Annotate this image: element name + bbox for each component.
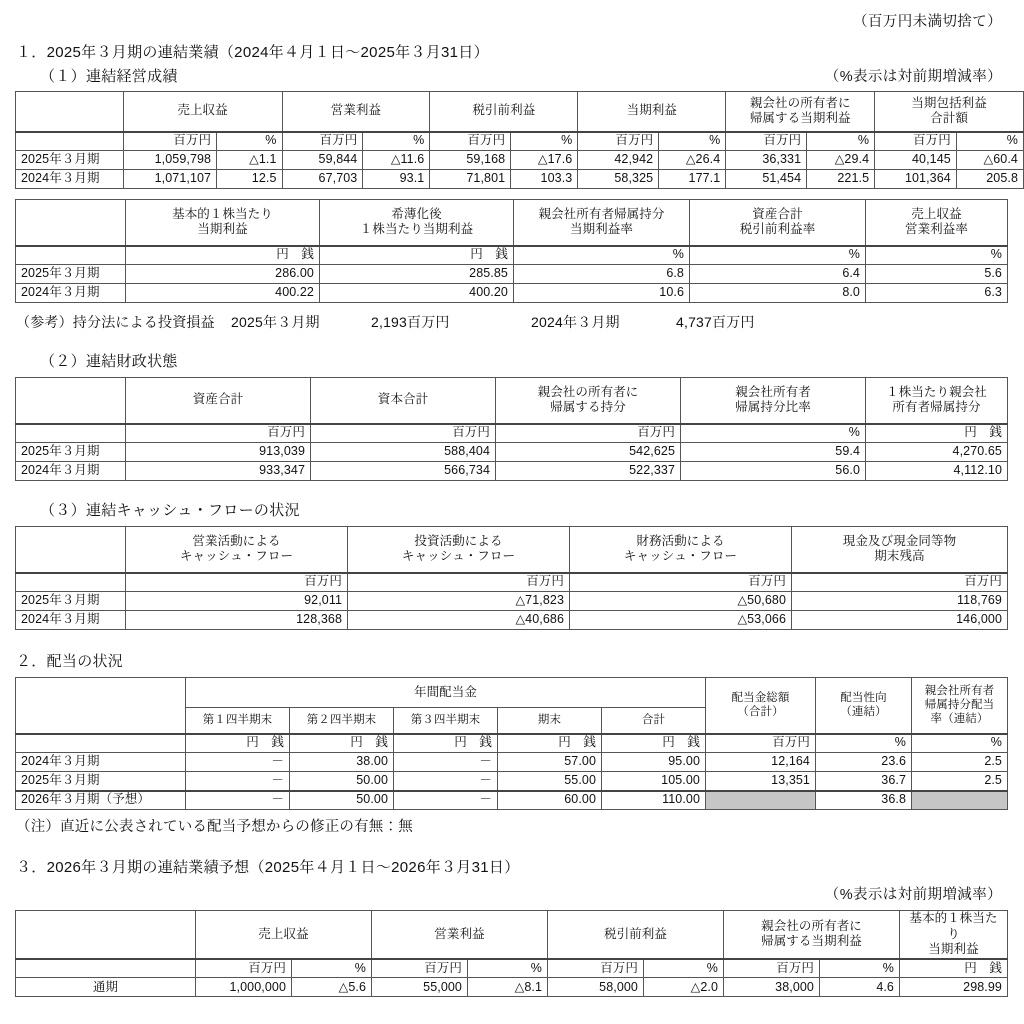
group-header-annual-dividend: 年間配当金	[186, 678, 706, 708]
column-header: 資産合計 税引前利益率	[690, 200, 866, 246]
data-cell: －	[186, 753, 290, 772]
unit-row-label	[16, 573, 126, 592]
unit-cell: 百万円	[875, 132, 957, 151]
cash-flow-table	[15, 526, 1008, 630]
unit-cell: 百万円	[570, 573, 792, 592]
data-cell: △60.4	[956, 151, 1023, 170]
data-cell: 93.1	[363, 170, 430, 189]
data-cell: －	[394, 772, 498, 791]
table-row	[16, 443, 1008, 462]
column-header: 営業活動による キャッシュ・フロー	[126, 527, 348, 573]
corner-cell	[16, 200, 126, 246]
data-cell: 58,000	[548, 978, 644, 997]
column-header: 営業利益	[282, 92, 430, 132]
table-row	[16, 611, 1008, 630]
unit-cell: 円 銭	[290, 734, 394, 753]
unit-cell: %	[956, 132, 1023, 151]
data-cell: 286.00	[126, 265, 320, 284]
data-cell: 400.22	[126, 284, 320, 303]
unit-cell: 円 銭	[320, 246, 514, 265]
unit-row-label	[16, 734, 186, 753]
unit-cell: %	[292, 959, 372, 978]
data-cell: 40,145	[875, 151, 957, 170]
unit-cell: 円 銭	[186, 734, 290, 753]
table-header-row	[16, 911, 1008, 959]
reference-value-1: 2,193百万円	[371, 314, 450, 330]
corner-cell	[16, 92, 124, 132]
column-header: 資本合計	[311, 378, 496, 424]
data-cell: 57.00	[498, 753, 602, 772]
financial-position-table	[15, 377, 1008, 481]
quarter-header: 合計	[602, 708, 706, 734]
unit-row	[16, 424, 1008, 443]
data-cell: 6.4	[690, 265, 866, 284]
data-cell: 4.6	[820, 978, 900, 997]
column-header: 親会社所有者 帰属持分比率	[681, 378, 866, 424]
data-cell: 51,454	[726, 170, 807, 189]
unit-cell: 百万円	[372, 959, 468, 978]
data-cell: △5.6	[292, 978, 372, 997]
unit-cell: %	[820, 959, 900, 978]
data-cell: 2.5	[912, 753, 1008, 772]
data-cell: －	[394, 791, 498, 810]
data-cell: 1,000,000	[196, 978, 292, 997]
data-cell: 128,368	[126, 611, 348, 630]
data-cell: 13,351	[706, 772, 816, 791]
section1-sub3-heading: （３）連結キャッシュ・フローの状況	[40, 502, 300, 519]
quarter-header: 第２四半期末	[290, 708, 394, 734]
data-cell: 6.8	[514, 265, 690, 284]
data-cell: 205.8	[956, 170, 1023, 189]
per-share-ratios-table	[15, 199, 1008, 303]
column-header: 売上収益	[123, 92, 282, 132]
data-cell: 4,270.65	[866, 443, 1008, 462]
unit-cell: %	[807, 132, 875, 151]
data-cell	[706, 791, 816, 810]
section1-sub1-heading: （１）連結経営成績	[40, 68, 178, 85]
row-label: 通期	[16, 978, 196, 997]
data-cell: 59,168	[430, 151, 511, 170]
unit-cell: %	[681, 424, 866, 443]
section1-sub1-note: （%表示は対前期増減率）	[824, 69, 1002, 85]
data-cell: －	[186, 791, 290, 810]
unit-cell: %	[511, 132, 578, 151]
unit-cell: 百万円	[724, 959, 820, 978]
data-cell: －	[394, 753, 498, 772]
data-cell: △50,680	[570, 592, 792, 611]
column-header: 投資活動による キャッシュ・フロー	[348, 527, 570, 573]
column-header: 希薄化後 １株当たり当期利益	[320, 200, 514, 246]
corner-cell	[16, 911, 196, 959]
unit-row	[16, 132, 1024, 151]
row-label: 2026年３月期（予想）	[16, 791, 186, 810]
unit-row	[16, 573, 1008, 592]
data-cell: 95.00	[602, 753, 706, 772]
data-cell: 2.5	[912, 772, 1008, 791]
dividend-note: （注）直近に公表されている配当予想からの修正の有無：無	[16, 819, 413, 835]
column-header: 配当金総額 （合計）	[706, 678, 816, 734]
unit-cell: 百万円	[123, 132, 217, 151]
quarter-header: 期末	[498, 708, 602, 734]
reference-value-2: 4,737百万円	[676, 314, 755, 330]
reference-period-2: 2024年３月期	[531, 314, 620, 330]
data-cell: 110.00	[602, 791, 706, 810]
unit-cell: %	[644, 959, 724, 978]
column-header: 基本的１株当たり 当期利益	[126, 200, 320, 246]
unit-cell: %	[514, 246, 690, 265]
column-header: 税引前利益	[430, 92, 578, 132]
data-cell: 56.0	[681, 462, 866, 481]
data-cell: 105.00	[602, 772, 706, 791]
unit-cell: 円 銭	[394, 734, 498, 753]
data-cell: 177.1	[659, 170, 726, 189]
data-cell: △53,066	[570, 611, 792, 630]
unit-row	[16, 734, 1008, 753]
reference-label: （参考）持分法による投資損益	[16, 314, 215, 330]
data-cell: 1,071,107	[123, 170, 217, 189]
unit-row-label	[16, 959, 196, 978]
unit-cell: 百万円	[430, 132, 511, 151]
unit-cell: 百万円	[496, 424, 681, 443]
table-header-row	[16, 200, 1008, 246]
data-cell: 6.3	[866, 284, 1008, 303]
section1-heading: １．2025年３月期の連結業績（2024年４月１日～2025年３月31日）	[16, 44, 489, 61]
unit-row-label	[16, 424, 126, 443]
data-cell: △26.4	[659, 151, 726, 170]
column-header: 当期包括利益 合計額	[875, 92, 1024, 132]
data-cell: 12,164	[706, 753, 816, 772]
data-cell: 67,703	[282, 170, 363, 189]
row-label: 2024年３月期	[16, 753, 186, 772]
data-cell: 4,112.10	[866, 462, 1008, 481]
column-header: 売上収益 営業利益率	[866, 200, 1008, 246]
data-cell: 566,734	[311, 462, 496, 481]
data-cell: 522,337	[496, 462, 681, 481]
unit-cell: %	[912, 734, 1008, 753]
data-cell: 10.6	[514, 284, 690, 303]
data-cell: △2.0	[644, 978, 724, 997]
corner-cell	[16, 678, 186, 734]
unit-cell: 百万円	[706, 734, 816, 753]
table-row	[16, 265, 1008, 284]
column-header: 基本的１株当たり 当期利益	[900, 911, 1008, 959]
data-cell: 59.4	[681, 443, 866, 462]
column-header: 親会社所有者 帰属持分配当 率（連結）	[912, 678, 1008, 734]
data-cell: △8.1	[468, 978, 548, 997]
row-label: 2025年３月期	[16, 772, 186, 791]
row-label: 2024年３月期	[16, 170, 124, 189]
data-cell: 55,000	[372, 978, 468, 997]
data-cell: △17.6	[511, 151, 578, 170]
data-cell: 71,801	[430, 170, 511, 189]
data-cell: △71,823	[348, 592, 570, 611]
row-label: 2024年３月期	[16, 284, 126, 303]
row-label: 2024年３月期	[16, 462, 126, 481]
column-header: 親会社所有者帰属持分 当期利益率	[514, 200, 690, 246]
column-header: 配当性向 （連結）	[816, 678, 912, 734]
data-cell: 36.8	[816, 791, 912, 810]
column-header: 親会社の所有者に 帰属する当期利益	[726, 92, 875, 132]
unit-row-label	[16, 132, 124, 151]
column-header: 現金及び現金同等物 期末残高	[792, 527, 1008, 573]
table-row	[16, 753, 1008, 772]
rounding-note: （百万円未満切捨て）	[853, 14, 1002, 30]
data-cell: 59,844	[282, 151, 363, 170]
table-row	[16, 284, 1008, 303]
section1-sub2-heading: （２）連結財政状態	[40, 353, 178, 370]
table-row	[16, 462, 1008, 481]
data-cell: △1.1	[217, 151, 282, 170]
row-label: 2024年３月期	[16, 611, 126, 630]
column-header: 当期利益	[578, 92, 726, 132]
quarter-header: 第１四半期末	[186, 708, 290, 734]
column-header: 資産合計	[126, 378, 311, 424]
data-cell: 118,769	[792, 592, 1008, 611]
table-row	[16, 151, 1024, 170]
unit-cell: 百万円	[126, 573, 348, 592]
data-cell: 58,325	[578, 170, 659, 189]
corner-cell	[16, 378, 126, 424]
data-cell: 588,404	[311, 443, 496, 462]
unit-cell: 百万円	[282, 132, 363, 151]
row-label: 2025年３月期	[16, 265, 126, 284]
consolidated-results-table	[15, 91, 1024, 189]
quarter-header: 第３四半期末	[394, 708, 498, 734]
data-cell: 221.5	[807, 170, 875, 189]
unit-cell: 百万円	[126, 424, 311, 443]
unit-cell: 円 銭	[126, 246, 320, 265]
data-cell: △29.4	[807, 151, 875, 170]
unit-cell: %	[363, 132, 430, 151]
data-cell: 50.00	[290, 791, 394, 810]
unit-cell: 百万円	[792, 573, 1008, 592]
unit-cell: %	[866, 246, 1008, 265]
column-header: 親会社の所有者に 帰属する持分	[496, 378, 681, 424]
column-header: 税引前利益	[548, 911, 724, 959]
data-cell: 933,347	[126, 462, 311, 481]
forecast-table	[15, 910, 1008, 997]
unit-cell: 百万円	[726, 132, 807, 151]
column-header: 営業利益	[372, 911, 548, 959]
data-cell: 5.6	[866, 265, 1008, 284]
table-header-row	[16, 92, 1024, 132]
data-cell: 103.3	[511, 170, 578, 189]
data-cell: 12.5	[217, 170, 282, 189]
data-cell: 146,000	[792, 611, 1008, 630]
data-cell: 36,331	[726, 151, 807, 170]
unit-cell: %	[217, 132, 282, 151]
unit-cell: 百万円	[548, 959, 644, 978]
data-cell: 38,000	[724, 978, 820, 997]
table-row	[16, 791, 1008, 810]
data-cell: 36.7	[816, 772, 912, 791]
unit-row	[16, 246, 1008, 265]
data-cell: 55.00	[498, 772, 602, 791]
data-cell: 60.00	[498, 791, 602, 810]
unit-cell: %	[659, 132, 726, 151]
table-row	[16, 170, 1024, 189]
data-cell: 285.85	[320, 265, 514, 284]
table-header-row	[16, 527, 1008, 573]
unit-row-label	[16, 246, 126, 265]
data-cell: △40,686	[348, 611, 570, 630]
unit-cell: 百万円	[578, 132, 659, 151]
data-cell: 42,942	[578, 151, 659, 170]
row-label: 2025年３月期	[16, 443, 126, 462]
unit-cell: %	[816, 734, 912, 753]
unit-row	[16, 959, 1008, 978]
unit-cell: %	[468, 959, 548, 978]
table-header-row	[16, 678, 1008, 708]
dividends-table	[15, 677, 1008, 810]
data-cell	[912, 791, 1008, 810]
data-cell: －	[186, 772, 290, 791]
unit-cell: 円 銭	[866, 424, 1008, 443]
data-cell: 50.00	[290, 772, 394, 791]
table-row	[16, 592, 1008, 611]
unit-cell: 円 銭	[498, 734, 602, 753]
data-cell: 38.00	[290, 753, 394, 772]
unit-cell: %	[690, 246, 866, 265]
row-label: 2025年３月期	[16, 592, 126, 611]
table-row	[16, 772, 1008, 791]
section3-heading: ３．2026年３月期の連結業績予想（2025年４月１日～2026年３月31日）	[16, 859, 520, 876]
row-label: 2025年３月期	[16, 151, 124, 170]
reference-period-1: 2025年３月期	[231, 314, 320, 330]
column-header: １株当たり親会社 所有者帰属持分	[866, 378, 1008, 424]
data-cell: 92,011	[126, 592, 348, 611]
column-header: 財務活動による キャッシュ・フロー	[570, 527, 792, 573]
table-header-row	[16, 378, 1008, 424]
corner-cell	[16, 527, 126, 573]
data-cell: 101,364	[875, 170, 957, 189]
unit-cell: 百万円	[311, 424, 496, 443]
unit-cell: 百万円	[196, 959, 292, 978]
table-row	[16, 978, 1008, 997]
data-cell: △11.6	[363, 151, 430, 170]
data-cell: 8.0	[690, 284, 866, 303]
unit-cell: 百万円	[348, 573, 570, 592]
column-header: 親会社の所有者に 帰属する当期利益	[724, 911, 900, 959]
unit-cell: 円 銭	[900, 959, 1008, 978]
data-cell: 913,039	[126, 443, 311, 462]
data-cell: 1,059,798	[123, 151, 217, 170]
section2-heading: ２．配当の状況	[16, 653, 124, 670]
data-cell: 298.99	[900, 978, 1008, 997]
section3-note: （%表示は対前期増減率）	[824, 887, 1002, 903]
data-cell: 400.20	[320, 284, 514, 303]
equity-method-reference-line	[0, 312, 1024, 332]
unit-cell: 円 銭	[602, 734, 706, 753]
data-cell: 23.6	[816, 753, 912, 772]
column-header: 売上収益	[196, 911, 372, 959]
data-cell: 542,625	[496, 443, 681, 462]
